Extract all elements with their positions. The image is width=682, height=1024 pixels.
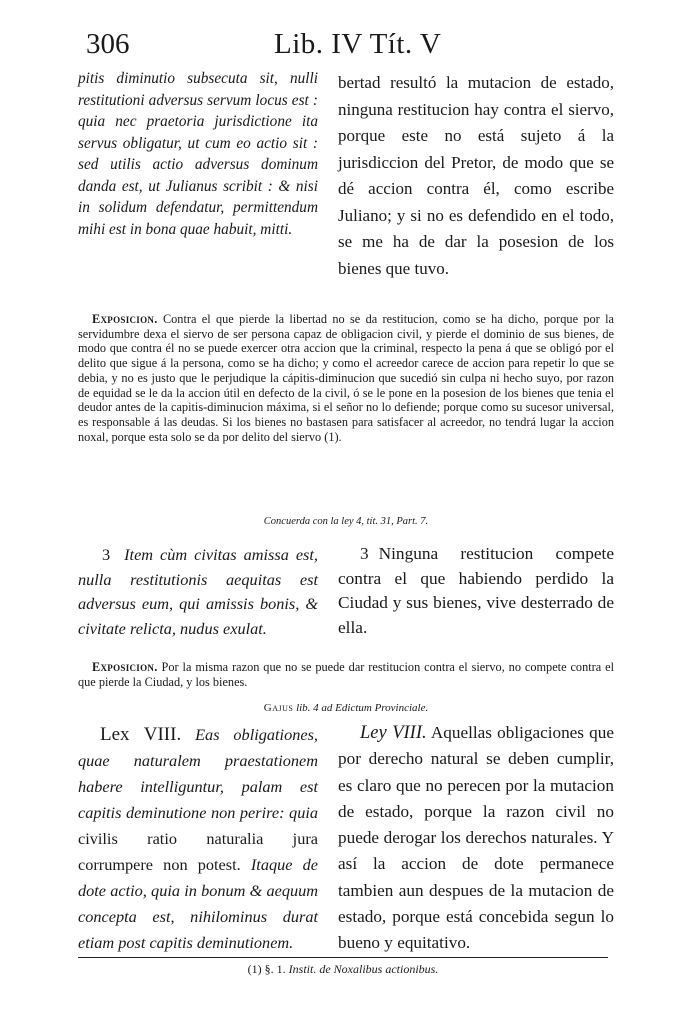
footnote-rule: [78, 957, 608, 958]
spanish-paragraph-3-text: Aquellas obligaciones que por derecho natural se deben cumplir, es claro que no perecen por la mutacion de estado, porque la razon civil no puede derogar los derechos naturales. Y así la accion de dote permanece tambien aun despues de la mutacion de estado, porque está concebida segun lo bueno y equitativo.: [338, 723, 614, 953]
exposicion-2: [78, 660, 614, 690]
ley-label: Ley VIII.: [360, 723, 427, 743]
exposicion-2-label: Exposicion.: [92, 660, 158, 674]
latin-paragraph-2: [78, 543, 318, 641]
concordance-note: Concuerda con la ley 4, tít. 31, Part. 7.: [263, 516, 429, 527]
exposicion-1: [78, 312, 614, 444]
spanish-paragraph-3: [338, 720, 614, 957]
spanish-paragraph-1: bertad resultó la mutacion de estado, ninguna restitucion hay contra el siervo, porque este no está sujeto á la jurisdiccion del Pretor, de modo que se dé accion contra él, como escribe Juliano; y si no es defendido en el todo, se me ha de dar la posesion de los bienes que tuvo.: [338, 73, 614, 278]
exposicion-1-text: Contra el que pierde la libertad no se da restitucion, como se ha dicho, porque por la servidumbre dexa el siervo de ser persona capaz de obligacion civil, y pierde el dominio de sus bienes, de modo que contra él no se puede exercer otra accion que la criminal, respecto la pena á que se obligó por el delito que sigue á la persona, como se ha dicho; y como el acreedor carece de accion para repetir lo que se debia, y no es justo que le perjudique la cápitis-diminucion que sucedió sin culpa ni hecho suyo, por razon de equidad se le da la accion útil en defecto de la civil, ó se le pone en la posesion de los bienes que tenia el deudor antes de la capitis-diminucion máxima, si el señor no lo defiende; porque como su sucesor universal, es responsable á las deudas. Si los bienes no bastasen para satisfacer al acreedor, no tendrá lugar la accion noxal, porque esta solo se da por delito del siervo (1).: [78, 312, 614, 444]
latin-paragraph-3: [78, 722, 318, 956]
running-title: Lib. IV Tít. V: [274, 28, 442, 60]
lex-label: Lex VIII.: [100, 724, 182, 745]
source-citation: [78, 702, 614, 714]
spanish-paragraph-2-number: 3: [360, 544, 369, 563]
source-author: Gajus: [263, 702, 294, 714]
source-work: lib. 4 ad Edictum Provinciale.: [296, 702, 429, 714]
exposicion-1-label: Exposicion.: [92, 312, 158, 326]
page-number: 306: [86, 28, 130, 60]
spanish-paragraph-2-text: Ninguna restitucion compete contra el que habiendo perdido la Ciudad y sus bienes, vive desterrado de ella.: [338, 544, 614, 637]
latin-paragraph-3-d: Itaque de dote actio, quia in bonum & aequum concepta est, nihilominus durat etiam post capitis deminutionem.: [78, 855, 318, 952]
spanish-paragraph-2: [338, 542, 614, 640]
exposicion-2-text: Por la misma razon que no se puede dar restitucion contra el siervo, no compete contra el que pierde la Ciudad, y los bienes.: [78, 660, 615, 689]
latin-paragraph-3-b: quia: [289, 803, 318, 822]
footnote: [78, 962, 608, 977]
footnote-text: Instit. de Noxalibus actionibus.: [288, 962, 439, 976]
latin-paragraph-3-c: civilis ratio naturalia jura corrumpere non potest.: [78, 829, 318, 874]
latin-paragraph-2-text: Item cùm civitas amissa est, nulla restitutionis aequitas est adversus eum, qui amissis bonis, & civitate relicta, nudus exulat.: [78, 545, 318, 638]
latin-paragraph-3-a: Eas obligationes, quae naturalem praestationem habere intelliguntur, palam est capitis deminutione non perire:: [78, 725, 318, 822]
latin-paragraph-2-number: 3: [102, 545, 111, 564]
footnote-marker: (1) §. 1.: [247, 962, 286, 976]
latin-paragraph-1: pitis diminutio subsecuta sit, nulli restitutioni adversus servum locus est : quia nec praetoria jurisdictione ita servus obligatur, ut cum eo actio sit : sed utilis actio adversus dominum danda est, ut Julianus scribit : & nisi in solidum defendatur, permittendum mihi est in bona quae habuit, mitti.: [78, 70, 318, 238]
